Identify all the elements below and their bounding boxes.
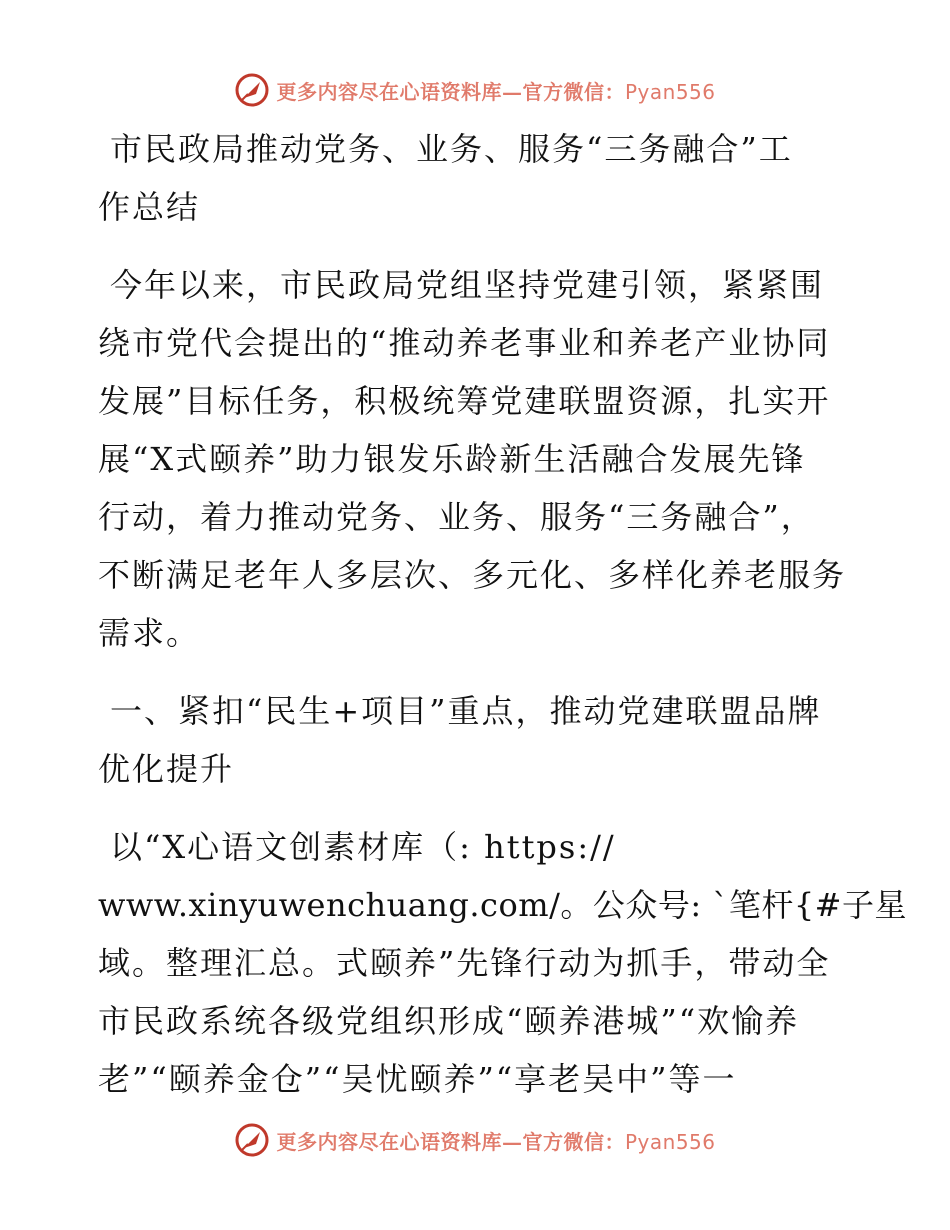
document-title: 市民政局推动党务、业务、服务“三务融合”工 作总结 [98, 130, 793, 226]
section-heading-1: 一、紧扣“民生+项目”重点，推动党建联盟品牌 优化提升 [98, 692, 822, 788]
watermark-banner-top [0, 70, 950, 110]
intro-paragraph: 今年以来，市民政局党组坚持党建引领，紧紧围 绕市党代会提出的“推动养老事业和养老产业协同 发展”目标任务，积极统筹党建联盟资源，扎实开 展“X式颐养”助力银发乐龄新生活融合发展先锋 行动，着力推动党务、业务、服务“三务融合”， 不断满足老年人多层次、多元化、多样化养老服务 需求。 [98, 266, 847, 652]
quill-logo-icon [234, 1122, 270, 1158]
watermark-banner-bottom [0, 1120, 950, 1160]
watermark-text: 更多内容尽在心语资料库—官方微信：Pyan556 [276, 1129, 716, 1154]
section-1-paragraph: 以“X心语文创素材库（: https:// www.xinyuwenchuang.com/。公众号: `笔杆{#子星 域。整理汇总。式颐养”先锋行动为抓手，带动全 市民政系统各级党组织形成“颐养港城”“欢愉养 老”“颐养金仓”“吴忧颐养”“享老吴中”等一 [98, 828, 907, 1098]
quill-logo-icon [234, 72, 270, 108]
document-body [98, 120, 907, 1128]
watermark-text: 更多内容尽在心语资料库—官方微信：Pyan556 [276, 79, 716, 104]
